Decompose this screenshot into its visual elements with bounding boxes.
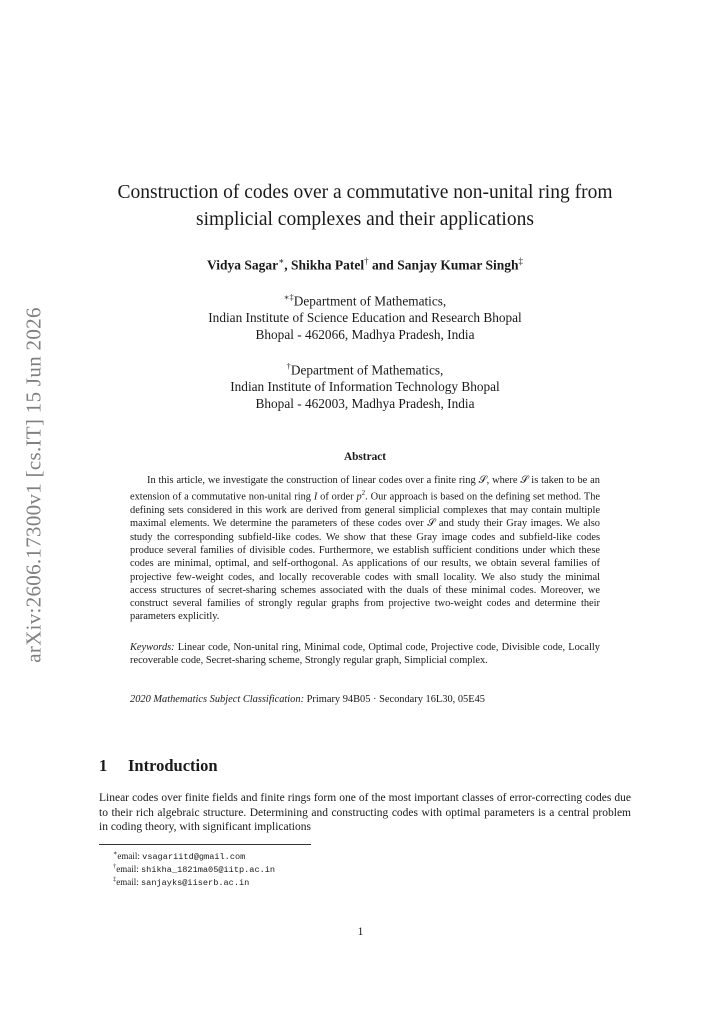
title-line-1: Construction of codes over a commutative non-unital ring from (117, 182, 613, 203)
math-symbol-p: p (356, 491, 362, 503)
footnote-mark: ‡ (113, 876, 117, 883)
abstract-text: of order (317, 491, 357, 503)
keywords-list: Linear code, Non-unital ring, Minimal code, Optimal code, Projective code, Divisible code, Locally recoverable code, Secret-sharing scheme, Strongly regular graph, Simplicial complex. (130, 642, 600, 667)
author-1: Vidya Sagar (207, 257, 279, 273)
affiliation-2-inst: Indian Institute of Information Technology Bhopal (230, 379, 500, 395)
author-2-mark: † (364, 256, 369, 266)
math-symbol-s: 𝒮 (427, 518, 436, 530)
math-exponent: 2 (361, 489, 366, 498)
affiliation-1 (60, 289, 670, 343)
section-number: 1 (99, 756, 108, 775)
abstract-body (130, 474, 600, 624)
email-address: vsagariitd@gmail.com (142, 852, 246, 862)
abstract-text: In this article, we investigate the construction of linear codes over a finite ring (147, 475, 479, 486)
math-symbol-i: I (313, 491, 318, 503)
abstract-text: is taken to be an extension of a commutative non-unital ring (130, 475, 600, 503)
affiliation-2 (60, 358, 670, 412)
footnote-divider (99, 844, 311, 845)
author-1-mark: ∗ (278, 256, 285, 266)
math-symbol-s: 𝒮 (478, 475, 487, 486)
affiliation-1-marks: ∗‡ (283, 292, 294, 302)
footnote-label: email: (116, 877, 141, 887)
author-3: Sanjay Kumar Singh (397, 257, 519, 273)
section-title: Introduction (128, 756, 218, 775)
author-connector: and (372, 257, 394, 273)
affiliation-1-addr: Bhopal - 462066, Madhya Pradesh, India (255, 327, 475, 343)
math-symbol-s: 𝒮 (520, 475, 529, 486)
abstract-text: , where (486, 475, 521, 486)
affiliation-1-inst: Indian Institute of Science Education and Research Bhopal (208, 310, 522, 326)
affiliation-1-dept: Department of Mathematics, (293, 293, 447, 309)
affiliation-2-marks: † (286, 361, 291, 371)
intro-paragraph: Linear codes over finite fields and finite rings form one of the most important classes of error-correcting codes due to their rich algebraic structure. Determining and constructing codes with optimal parameters is a central problem in coding theory, with significant implications (99, 792, 631, 833)
author-2: Shikha Patel (291, 257, 365, 273)
affiliation-2-dept: Department of Mathematics, (290, 362, 444, 378)
footnote-mark: † (113, 863, 117, 870)
footnote-label: email: (116, 864, 141, 874)
keywords (130, 641, 600, 668)
section-heading (99, 756, 218, 776)
arxiv-id-text: arXiv:2606.17300v1 [cs.IT] 15 Jun 2026 (21, 307, 46, 663)
msc-classification (130, 693, 600, 706)
paper-title (60, 179, 670, 233)
email-address: shikha_1821ma05@iitp.ac.in (141, 865, 276, 875)
abstract-heading: Abstract (343, 451, 387, 463)
abstract-text: . Our approach is based on the defining set method. The defining sets considered in this work are derived from general simplicial complexes that may contain multiple maximal elements. We determine the parameters of these codes over (130, 491, 601, 530)
page-number: 1 (357, 926, 364, 938)
affiliation-2-addr: Bhopal - 462003, Madhya Pradesh, India (255, 396, 475, 412)
abstract-text: and study their Gray images. We also study the corresponding subfield-like codes. We show that these Gray image codes and subfield-like codes produce several families of divisible codes. Furthermore, we establish sufficient conditions under which these codes are minimal, optimal, and self-orthogonal. As applications of our results, we obtain several families of projective few-weight codes, and locally recoverable codes with small locality. We also study the minimal access structures of secret-sharing schemes associated with the duals of these minimal codes. Moreover, we construct several families of strongly regular graphs from projective two-weight codes and determine their parameters explicitly. (130, 518, 600, 623)
msc-codes: Primary 94B05 · Secondary 16L30, 05E45 (306, 694, 485, 705)
msc-label: 2020 Mathematics Subject Classification: (130, 694, 305, 705)
footnote-mark: ∗ (113, 850, 118, 857)
keywords-label: Keywords: (130, 642, 175, 653)
title-line-2: simplicial complexes and their applications (196, 209, 534, 230)
author-3-mark: ‡ (518, 256, 523, 266)
email-address: sanjayks@iiserb.ac.in (141, 878, 250, 888)
footnote-3 (113, 874, 249, 890)
author-list: Vidya Sagar∗, Shikha Patel† and Sanjay Kumar Singh‡ (207, 256, 523, 273)
footnote-label: email: (117, 851, 143, 861)
